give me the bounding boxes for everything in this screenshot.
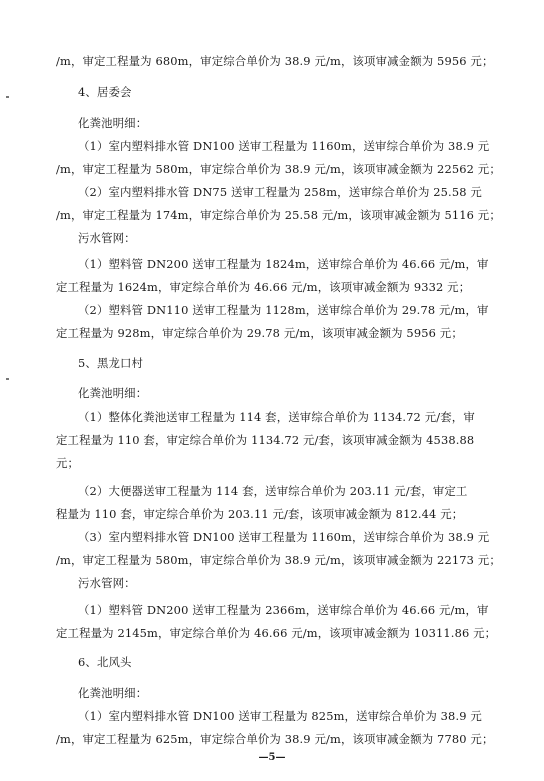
text-line: 定工程量为 2145m，审定综合单价为 46.66 元/m，该项审减金额为 10311.86 元； xyxy=(56,626,497,640)
text-line: 定工程量为 1624m，审定综合单价为 46.66 元/m，该项审减金额为 9332 元； xyxy=(56,280,471,294)
text-line: 程量为 110 套，审定综合单价为 203.11 元/套，该项审减金额为 812.44 元； xyxy=(56,507,464,521)
text-line: 定工程量为 928m，审定综合单价为 29.78 元/m，该项审减金额为 5956 元； xyxy=(56,326,463,340)
subsection-heading: 化粪池明细： xyxy=(78,386,148,400)
text-line: （1）室内塑料排水管 DN100 送审工程量为 1160m，送审综合单价为 38.9 元 xyxy=(78,139,490,153)
text-line: （1）塑料管 DN200 送审工程量为 1824m，送审综合单价为 46.66 元/m，审 xyxy=(78,257,489,271)
page-number: —5— xyxy=(258,752,286,763)
scan-mark xyxy=(6,378,9,380)
text-line: /m，审定工程量为 580m，审定综合单价为 38.9 元/m，该项审减金额为 22562 元； xyxy=(56,162,501,176)
section-heading: 4、居委会 xyxy=(78,85,132,99)
text-line: /m，审定工程量为 680m，审定综合单价为 38.9 元/m，该项审减金额为 5956 元； xyxy=(56,54,494,68)
subsection-heading: 化粪池明细： xyxy=(78,116,148,130)
text-line: （2）塑料管 DN110 送审工程量为 1128m，送审综合单价为 29.78 元/m，审 xyxy=(78,303,489,317)
subsection-heading: 污水管网： xyxy=(78,231,136,245)
section-heading: 6、北风头 xyxy=(78,655,132,669)
text-line: /m，审定工程量为 625m，审定综合单价为 38.9 元/m，该项审减金额为 7780 元； xyxy=(56,732,494,746)
text-line: （3）室内塑料排水管 DN100 送审工程量为 1160m，送审综合单价为 38.9 元 xyxy=(78,530,490,544)
text-line: /m，审定工程量为 174m，审定综合单价为 25.58 元/m，该项审减金额为 5116 元； xyxy=(56,208,501,222)
text-line: 元； xyxy=(56,456,80,470)
text-line: （1）塑料管 DN200 送审工程量为 2366m，送审综合单价为 46.66 元/m，审 xyxy=(78,603,489,617)
text-line: （2）大便器送审工程量为 114 套，送审综合单价为 203.11 元/套，审定工 xyxy=(78,484,468,498)
text-line: （2）室内塑料排水管 DN75 送审工程量为 258m，送审综合单价为 25.58 元 xyxy=(78,185,482,199)
text-line: /m，审定工程量为 580m，审定综合单价为 38.9 元/m，该项审减金额为 22173 元； xyxy=(56,553,501,567)
scan-mark xyxy=(6,96,9,98)
subsection-heading: 化粪池明细： xyxy=(78,686,148,700)
text-line: （1）室内塑料排水管 DN100 送审工程量为 825m，送审综合单价为 38.9 元 xyxy=(78,709,482,723)
text-line: （1）整体化粪池送审工程量为 114 套，送审综合单价为 1134.72 元/套，审 xyxy=(78,410,475,424)
section-heading: 5、黑龙口村 xyxy=(78,356,144,370)
text-line: 定工程量为 110 套，审定综合单价为 1134.72 元/套，该项审减金额为 4538.88 xyxy=(56,433,475,447)
subsection-heading: 污水管网： xyxy=(78,576,136,590)
